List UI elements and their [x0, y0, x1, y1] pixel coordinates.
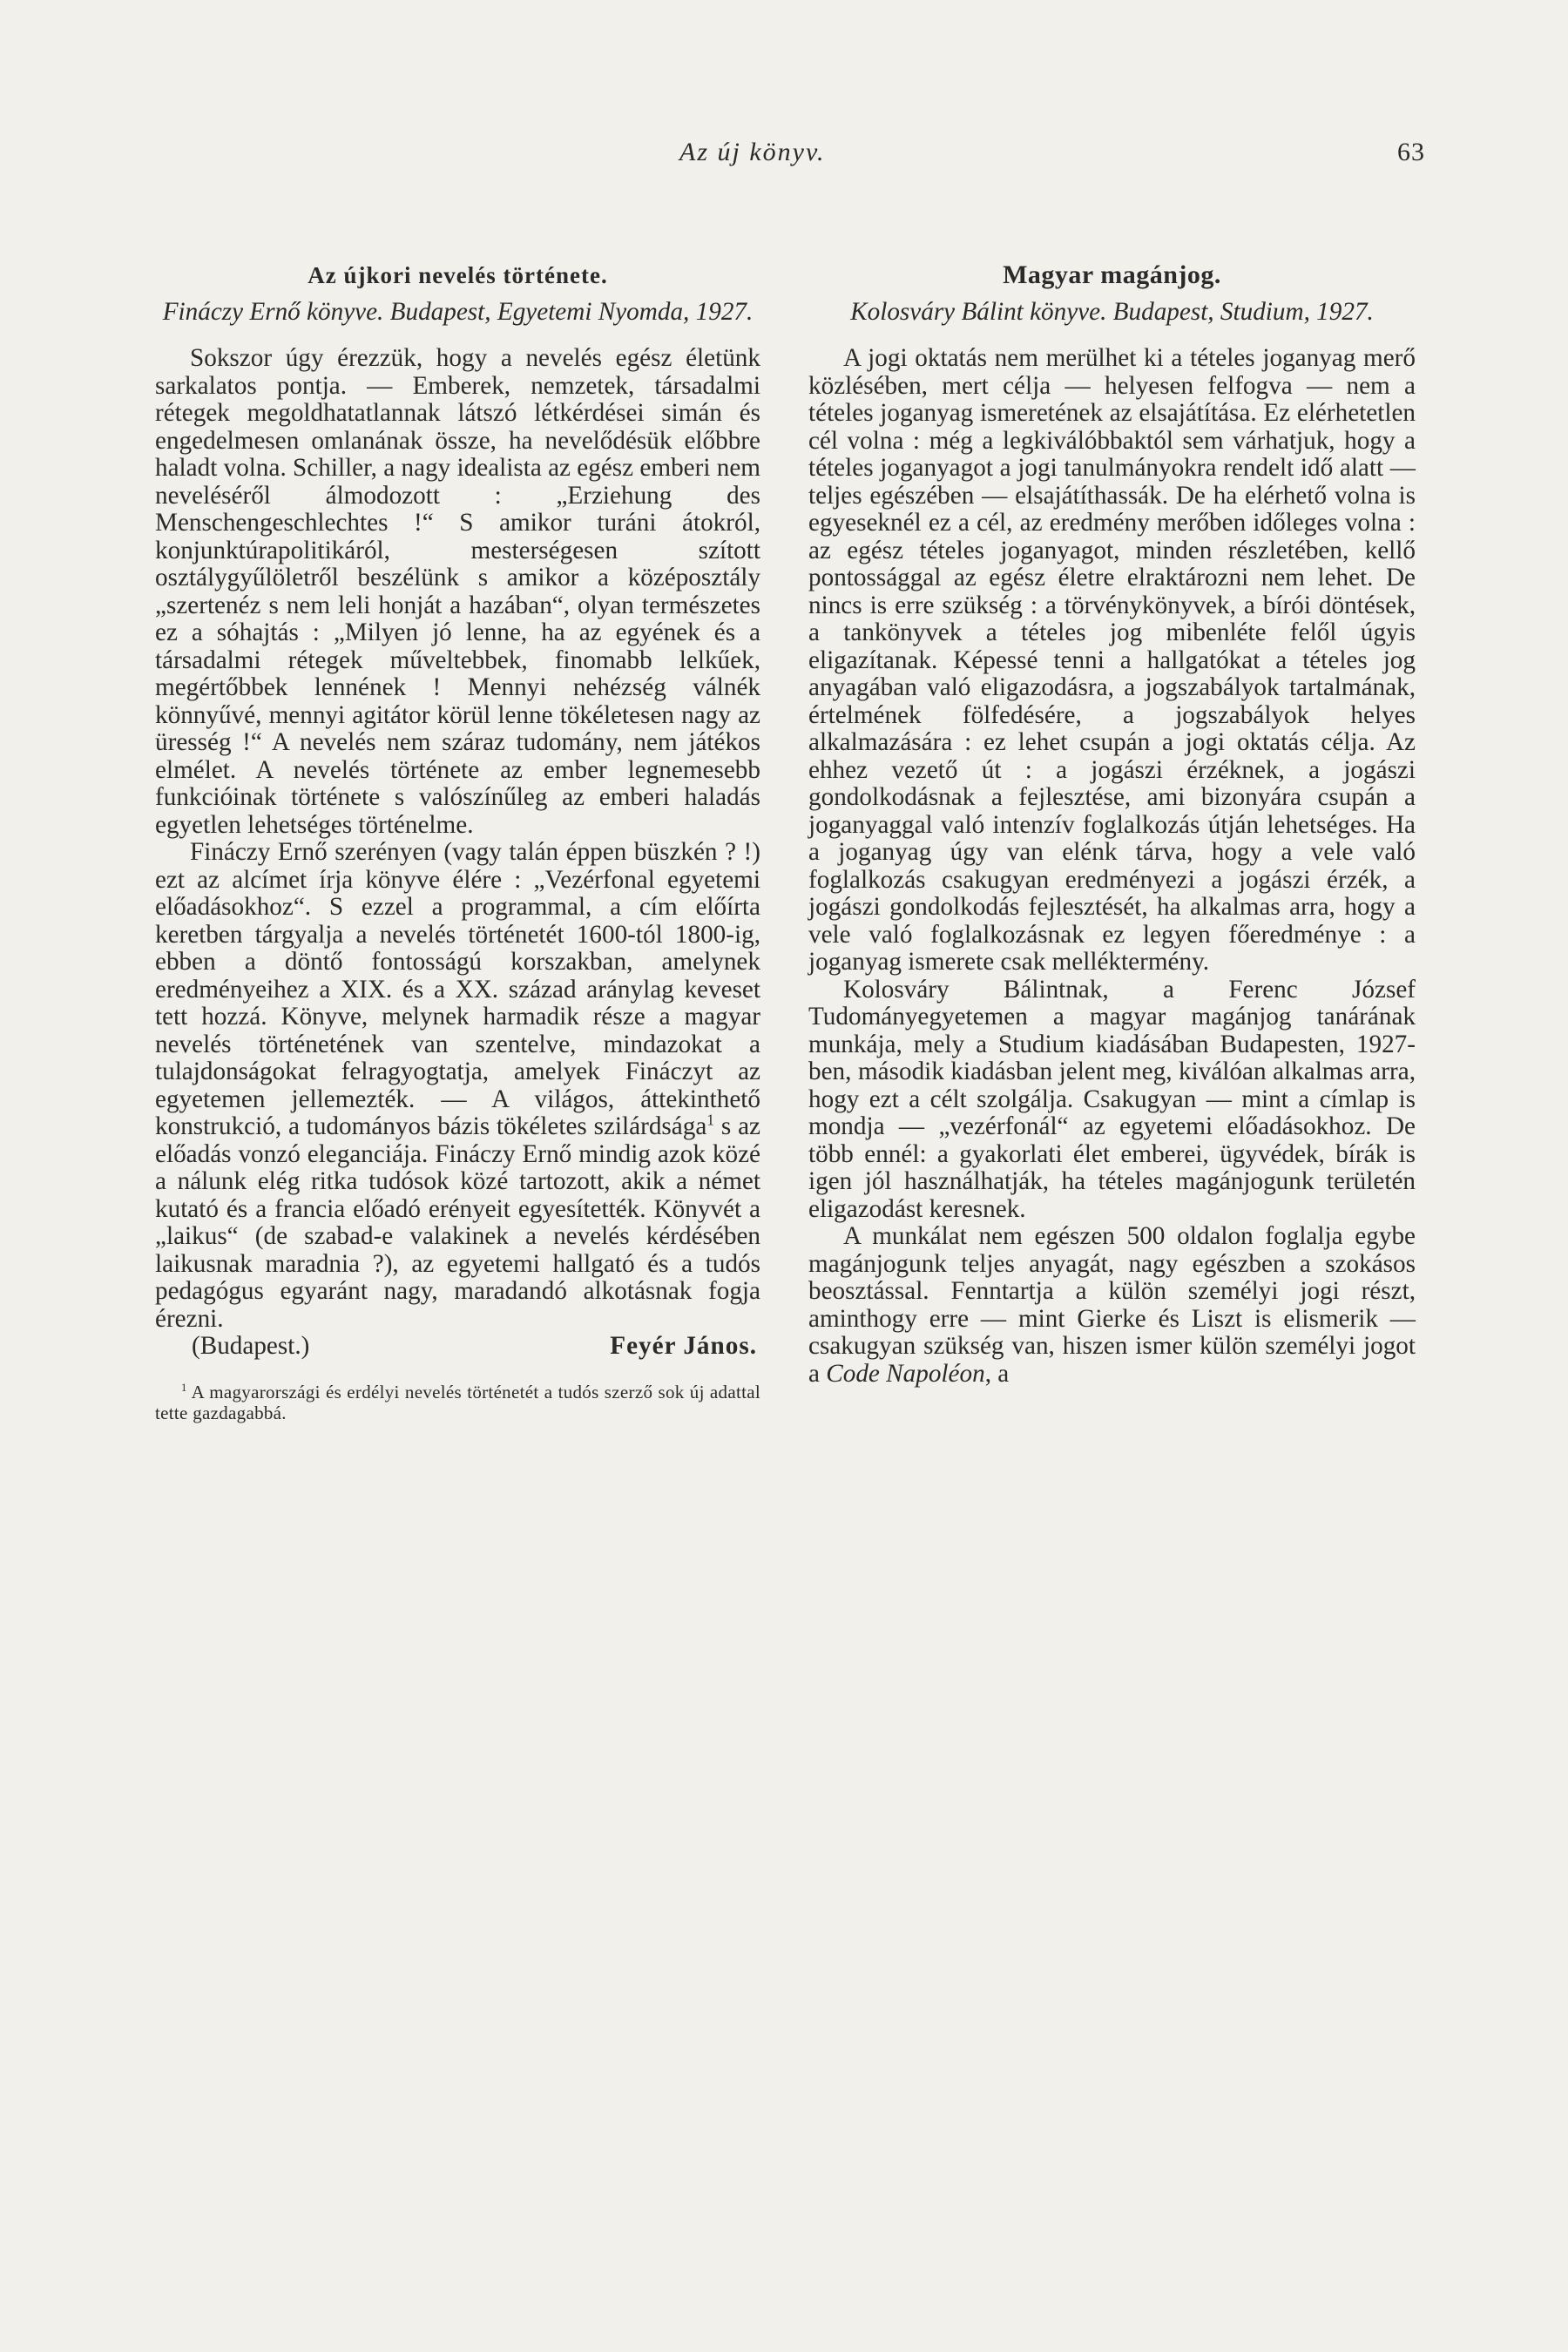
- right-paragraph-2: Kolosváry Bálintnak, a Ferenc József Tudományegyetemen a magyar magánjog tanárának munkája, mely a Studium kiadásában Budapesten, 1927-ben, második kiadásban jelent meg, kiválóan alkalmas arra, hogy ezt a célt szolgálja. Csakugyan — mint a címlap is mondja — „vezérfonál“ az egyetemi előadásokhoz. De több ennél: a gyakorlati élet emberei, ügyvédek, bírák is igen jól használhatják, ha tételes magánjogunk területén eligazodást keresnek.: [808, 975, 1416, 1223]
- right-review-title: Magyar magánjog.: [1003, 260, 1221, 289]
- left-review-title: Az újkori nevelés története.: [308, 262, 608, 288]
- right-bibliography: Kolosváry Bálint könyve. Budapest, Studium, 1927.: [850, 298, 1374, 326]
- footnote-reference: 1: [706, 1111, 715, 1129]
- right-paragraph-3: [808, 1223, 1416, 1388]
- reviewer-name: Feyér János.: [610, 1332, 757, 1360]
- running-head: [0, 138, 1568, 172]
- left-column: [155, 261, 760, 1423]
- left-paragraph-2: [155, 839, 760, 1333]
- left-paragraph-1: Sokszor úgy érezzük, hogy a nevelés egész életünk sarkalatos pontja. — Emberek, nemzetek, társadalmi rétegek megoldhatatlannak látszó létkérdései simán és engedelmesen omlanának össze, ha nevelődésük előbbre haladt volna. Schiller, a nagy idealista az egész emberi nem neveléséről álmodozott : „Erziehung des Menschengeschlechtes !“ S amikor turáni átokról, konjunktúrapolitikáról, mesterségesen szított osztálygyűlöletről beszélünk s amikor a középosztály „szertenéz s nem leli honját a hazában“, olyan természetes ez a sóhajtás : „Milyen jó lenne, ha az egyének és a társadalmi rétegek műveltebbek, finomabb lelkűek, megértőbbek lennének ! Mennyi nehézség válnék könnyűvé, mennyi agitátor körül lenne tökéletesen nagy az üresség !“ A nevelés nem száraz tudomány, nem játékos elmélet. A nevelés története az ember legnemesebb funkcióinak története s valószínűleg az emberi haladás egyetlen lehetséges történelme.: [155, 344, 760, 839]
- footnote: [155, 1382, 760, 1423]
- signature-row: [155, 1333, 760, 1361]
- page-number: 63: [1397, 138, 1425, 166]
- code-napoleon-italic: Code Napoléon: [826, 1359, 985, 1388]
- place-of-review: (Budapest.): [192, 1332, 310, 1360]
- right-paragraph-3-end: , a: [984, 1359, 1010, 1388]
- left-paragraph-2-text: Fináczy Ernő szerényen (vagy talán éppen büszkén ? !) ezt az alcímet írja könyve élére : „Vezérfonal egyetemi előadásokhoz“. S ezzel a programmal, a cím előírta keretben tárgyalja a nevelés történetét 1600-tól 1800-ig, ebben a döntő fontosságú korszakban, amelynek eredményeihez a XIX. és a XX. század aránylag keveset tett hozzá. Könyve, melynek harmadik része a magyar nevelés történetének van szentelve, mindazokat a tulajdonságokat felragyogtatja, amelyek Fináczyt az egyetemen jellemezték. — A világos, áttekinthető konstrukció, a tudományos bázis tökéletes szilárdsága: [155, 838, 760, 1140]
- right-column: [808, 261, 1416, 1388]
- left-paragraph-2-rest: s az előadás vonzó eleganciája. Fináczy Ernő mindig azok közé a nálunk elég ritka tudósok közé tartozott, akik a német kutató és a francia előadó erényeit egyesítették. Könyvét a „laikus“ (de szabad-e valakinek a nevelés kérdésében laikusnak maradnia ?), az egyetemi hallgató és a tudós pedagógus egyaránt nagy, maradandó alkotásnak fogja érezni.: [155, 1112, 760, 1333]
- right-paragraph-1: A jogi oktatás nem merülhet ki a tételes joganyag merő közlésében, mert célja — helyesen felfogva — nem a tételes joganyag ismeretének az elsajátítása. Ez elérhetetlen cél volna : még a legkiválóbbaktól sem várhatjuk, hogy a tételes joganyagot a jogi tanulmányokra rendelt idő alatt — teljes egészében — elsajátíthassák. De ha elérhető volna is egyeseknél ez a cél, az eredmény merőben időleges volna : az egész tételes joganyagot, minden részletében, kellő pontossággal az egész életre elraktározni nem lehet. De nincs is erre szükség : a törvénykönyvek, a bírói döntések, a tankönyvek a tételes jog mibenléte felől úgyis eligazítanak. Képessé tenni a hallgatókat a tételes jog anyagában való eligazodásra, a jogszabályok tartalmának, értelmének fölfedésére, a jogszabályok helyes alkalmazására : ez lehet csupán a jogi oktatás célja. Az ehhez vezető út : a jogászi érzéknek, a jogászi gondolkodásnak a fejlesztése, ami bizonyára csupán a joganyaggal való intenzív foglalkozás útján lehetséges. Ha a joganyag úgy van elénk tárva, hogy a vele való foglalkozás csakugyan eredményezi a jogászi érzék, a jogászi gondolkodás fejlesztését, ha alkalmas arra, hogy a vele való foglalkozásnak ez legyen főeredménye : a joganyag ismerete csak melléktermény.: [808, 344, 1416, 976]
- running-title: Az új könyv.: [679, 138, 826, 166]
- footnote-mark: 1: [181, 1381, 187, 1394]
- left-bibliography: Fináczy Ernő könyve. Budapest, Egyetemi Nyomda, 1927.: [162, 298, 754, 326]
- right-paragraph-3-text: A munkálat nem egészen 500 oldalon foglalja egybe magánjogunk teljes anyagát, nagy egészben a szokásos beosztással. Fenntartja a külön személyi jogi részt, aminthogy erre — mint Gierke és Liszt is elismerik — csakugyan szükség van, hiszen ismer külön személyi jogot a: [808, 1222, 1416, 1388]
- footnote-text: A magyarországi és erdélyi nevelés történetét a tudós szerző sok új adattal tette gazdagabbá.: [155, 1381, 760, 1423]
